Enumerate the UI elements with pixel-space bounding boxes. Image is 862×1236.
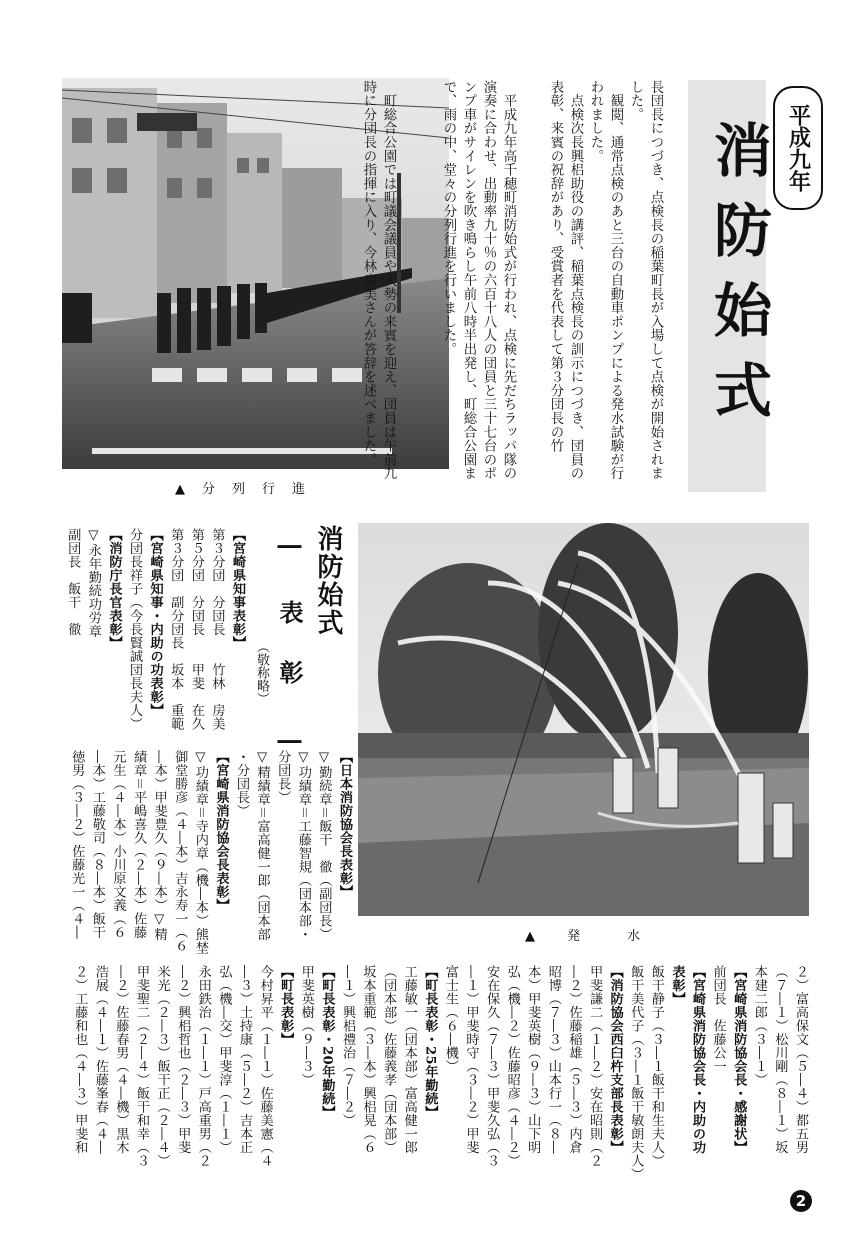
awards-a-line: ▽永年勤続功労章 [85, 528, 101, 638]
awards-a-heading: 【宮崎県知事・内助の功表彰】 [147, 528, 163, 717]
awards-c-heading: 【町長表彰・25年勤続】 [422, 965, 438, 1119]
awards-list-b [62, 750, 354, 955]
awards-c-line: 甲斐聖二（２―４）飯干和幸（３ [134, 965, 149, 1168]
awards-a-line: 第３分団 副分団長 坂本 重範 [168, 528, 184, 731]
awards-c-line: ―１）甲斐時守（３―２）甲斐 [463, 965, 479, 1154]
awards-c-line: 坂本重範（３―本）興梠晃（６ [360, 965, 376, 1154]
intro-text [361, 80, 558, 492]
right-column-text [548, 80, 685, 492]
awards-c-line: 甲斐英樹（９―３） [298, 965, 314, 1087]
awards-b-line: 分団長） [275, 750, 291, 804]
awards-a-line: 分団長祥子（今長賢誠団長夫人） [127, 528, 143, 731]
awards-b-line: ―本）甲斐豊久（９―本）▽精 [151, 750, 167, 941]
awards-c-heading: 表彰】 [669, 965, 685, 1006]
water-caption: ▲ 発 水 [525, 929, 642, 944]
awards-c-line: 昭博（７―３）山本行一（８― [545, 965, 561, 1154]
awards-c-line: 飯干静子（３―１飯干和生夫人） [648, 965, 664, 1168]
awards-b-line: ▽勤続章＝飯干 徹（副団長） [316, 750, 332, 941]
intro-paragraph-2: 町総合公園では町議会議員や大勢の来賓を迎え、団員は午前九時に分団長の指揮に入り、今林房美さんが答辞を述べました。 [361, 80, 396, 481]
awards-c-line: 富士生（６―機） [442, 965, 458, 1073]
awards-c-line: ―２）興梠哲也（２―３）甲斐 [175, 965, 191, 1154]
awards-c-line: （団本部）佐藤義孝（団本部） [381, 965, 397, 1154]
awards-c-line: 工藤敏一（団本部）富高健一郎 [401, 965, 417, 1154]
awards-list-c [62, 965, 810, 1185]
awards-b-line: 績章＝平嶋喜久（２―本）佐藤 [131, 750, 147, 939]
awards-c-heading: 【宮崎県消防協会長・内助の功 [690, 965, 706, 1154]
awards-subtitle: ― 表 彰 ― [275, 530, 304, 760]
awards-b-line: 徳男（３―２）佐藤光一（４― [69, 750, 85, 939]
awards-a-line: 第３分団 分団長 竹林 房美 [209, 528, 225, 731]
awards-b-line: ―本）工藤敬司（８―本）飯干 [89, 750, 105, 939]
right-paragraph-2: 観閲、通常点検のあと三台の自動車ポンプによる発水試験が行われました。 [588, 80, 623, 481]
awards-c-line: ２）工藤和也（４―３）甲斐和 [72, 965, 88, 1154]
awards-b-line: 御堂勝彦（４―本）吉永寿一（６ [172, 750, 188, 953]
awards-c-line: 前団長 佐藤公一 [710, 965, 726, 1073]
awards-c-line: ２）富高保文（５―４）都五男 [793, 965, 808, 1154]
awards-list-a [62, 528, 247, 738]
awards-c-line: ―２）佐藤稲雄（５―３）内倉 [566, 965, 582, 1154]
awards-b-line: 元生（４―本）小川原文義（６ [110, 750, 126, 939]
awards-c-line: 甲斐謙二（１―２）安在昭則（２ [587, 965, 603, 1168]
page-number-text: 2 [795, 1192, 807, 1210]
awards-c-line: 浩展（４―１）佐藤峯春（４― [92, 965, 108, 1154]
awards-a-line: 副団長 飯干 徹 [65, 528, 81, 636]
awards-c-line: 本）甲斐英樹（９―３）山下明 [525, 965, 541, 1154]
awards-c-heading: 【町長表彰】 [278, 965, 294, 1046]
awards-c-line: 本建二郎（３―１） [751, 965, 767, 1087]
awards-b-line: ▽功績章＝寺内章（機―本）熊埜 [192, 750, 208, 955]
awards-note: （敬称略） [254, 640, 269, 705]
awards-c-line: 弘（機―交）甲斐淳（１―１） [216, 965, 232, 1154]
awards-b-heading: 【日本消防協会長表彰】 [337, 750, 352, 899]
title-main-box [688, 80, 772, 492]
awards-title: 消防始式 [313, 525, 343, 637]
right-paragraph-3: 点検次長興梠助役の講評、稲葉点検長の訓示につづき、団員の表彰、来賓の祝辞があり、受賞者を代表して第３分団長の竹 [548, 80, 583, 481]
right-paragraph-1: 長団長につづき、点検長の稲葉町長が入場して点検が開始されました。 [628, 80, 663, 481]
awards-b-line: ・分団長） [234, 750, 250, 818]
awards-c-heading: 【消防協会西臼杵支部長表彰】 [607, 965, 623, 1154]
awards-c-line: 安在保久（７―３）甲斐久弘（３ [484, 965, 500, 1168]
awards-a-heading: 【消防庁長官表彰】 [106, 528, 122, 650]
awards-c-line: （７―１）松川剛（８―１）坂 [772, 965, 788, 1154]
title-year-box [773, 86, 823, 210]
awards-c-heading: 【町長表彰・20年勤続】 [319, 965, 335, 1119]
awards-c-line: 弘（機―２）佐藤昭彦（４―２） [504, 965, 520, 1168]
awards-c-line: ―１）興梠禮治（７―２） [339, 965, 355, 1127]
awards-c-line: 飯干美代子（３―１飯干敏朗夫人） [628, 965, 644, 1181]
awards-c-line: ―２）佐藤春男（４―機）黒木 [113, 965, 129, 1154]
awards-c-line: ―３）土持康（５―２）吉本正 [236, 965, 252, 1154]
awards-c-line: 永田鉄治（１―１）戸高重男（２ [195, 965, 211, 1168]
awards-c-heading: 【宮崎県消防協会長・感謝状】 [731, 965, 747, 1154]
awards-c-line: 今村昇平（１―１）佐藤美憲（４ [257, 965, 273, 1168]
awards-b-line: ▽功績章＝工藤智規（団本部・ [295, 750, 311, 941]
water-photo [358, 523, 809, 916]
awards-a-heading: 【宮崎県知事表彰】 [230, 528, 245, 650]
awards-a-line: 第５分団 分団長 甲斐 在久 [188, 528, 204, 731]
page-title: 消防始式 [704, 120, 772, 440]
water-photo-image [358, 523, 809, 916]
awards-b-heading: 【宮崎県消防協会長表彰】 [213, 750, 229, 912]
awards-b-line: ▽精績章＝富高健一郎（団本部 [254, 750, 270, 941]
awards-c-line: 米光（２―３）飯干正（２―４） [154, 965, 170, 1168]
title-year: 平成九年 [785, 104, 811, 192]
parade-caption: ▲ 分 列 行 進 [175, 482, 307, 497]
page-number [790, 1190, 812, 1212]
intro-paragraph-1: 平成九年高千穂町消防始式が行われ、点検に先だちラッパ隊の演奏に合わせ、出動率九十％の六百十八人の団員と三十七台のポンプ車がサイレンを吹き鳴らし午前八時半出発し、町総合公園まで、雨の中、堂々の分列行進を行いました。 [441, 80, 516, 481]
